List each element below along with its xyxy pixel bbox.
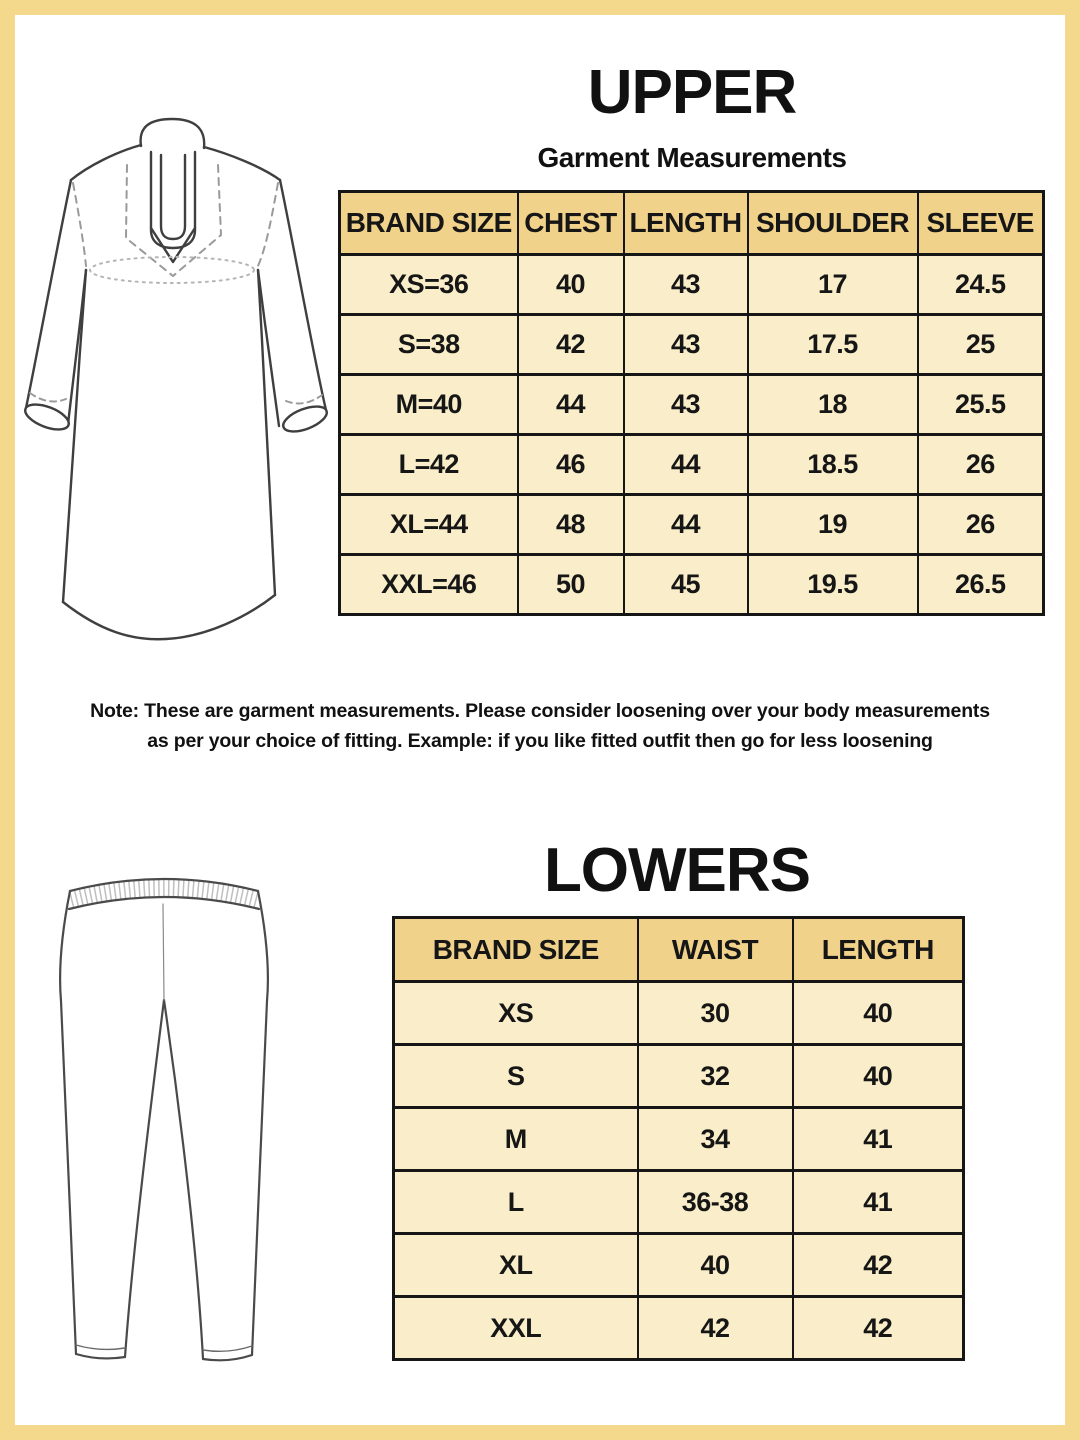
measurement-cell: 44 — [518, 375, 624, 435]
measurement-cell: 26 — [918, 435, 1044, 495]
measurement-cell: 18 — [748, 375, 918, 435]
table-header-cell: SHOULDER — [748, 192, 918, 255]
measurement-cell: 44 — [624, 495, 748, 555]
measurement-cell: 40 — [793, 1045, 964, 1108]
measurement-cell: 43 — [624, 375, 748, 435]
size-cell: XL — [394, 1234, 638, 1297]
measurement-cell: 41 — [793, 1108, 964, 1171]
measurement-cell: 17.5 — [748, 315, 918, 375]
size-cell: S=38 — [340, 315, 518, 375]
measurement-cell: 41 — [793, 1171, 964, 1234]
measurement-cell: 19.5 — [748, 555, 918, 615]
garment-measurements-subtitle: Garment Measurements — [537, 142, 847, 173]
measurement-cell: 36-38 — [638, 1171, 793, 1234]
table-row — [394, 1045, 964, 1108]
note-line-2: as per your choice of fitting. Example: if you like fitted outfit then go for less loosening — [147, 730, 933, 753]
measurement-cell: 30 — [638, 982, 793, 1045]
size-cell: L — [394, 1171, 638, 1234]
measurement-cell: 40 — [793, 982, 964, 1045]
table-row — [394, 1297, 964, 1360]
lowers-section-title: LOWERS — [543, 836, 811, 905]
table-header-cell: CHEST — [518, 192, 624, 255]
table-row — [394, 982, 964, 1045]
measurement-cell: 44 — [624, 435, 748, 495]
measurement-cell: 42 — [793, 1297, 964, 1360]
measurement-cell: 50 — [518, 555, 624, 615]
measurement-cell: 42 — [793, 1234, 964, 1297]
measurement-cell: 25.5 — [918, 375, 1044, 435]
measurement-cell: 32 — [638, 1045, 793, 1108]
lowers-table-header-row — [394, 918, 964, 982]
measurement-cell: 43 — [624, 315, 748, 375]
measurement-cell: 40 — [518, 255, 624, 315]
table-row — [394, 1108, 964, 1171]
measurement-cell: 19 — [748, 495, 918, 555]
table-row — [340, 375, 1044, 435]
table-row — [340, 435, 1044, 495]
size-cell: XS=36 — [340, 255, 518, 315]
note-line-1: Note: These are garment measurements. Please consider loosening over your body measurements — [90, 700, 990, 722]
size-cell: S — [394, 1045, 638, 1108]
measurement-cell: 25 — [918, 315, 1044, 375]
measurement-cell: 40 — [638, 1234, 793, 1297]
measurement-cell: 17 — [748, 255, 918, 315]
table-header-cell: LENGTH — [624, 192, 748, 255]
measurement-cell: 26 — [918, 495, 1044, 555]
measurement-cell: 42 — [638, 1297, 793, 1360]
table-row — [340, 495, 1044, 555]
table-row — [340, 255, 1044, 315]
measurement-cell: 18.5 — [748, 435, 918, 495]
table-header-cell: SLEEVE — [918, 192, 1044, 255]
note-text — [40, 696, 1040, 756]
size-cell: XL=44 — [340, 495, 518, 555]
measurement-cell: 45 — [624, 555, 748, 615]
size-cell: XS — [394, 982, 638, 1045]
leggings-illustration — [52, 864, 276, 1380]
upper-section-title: UPPER — [587, 58, 797, 127]
size-cell: M=40 — [340, 375, 518, 435]
measurement-cell: 34 — [638, 1108, 793, 1171]
measurement-cell: 46 — [518, 435, 624, 495]
table-header-cell: BRAND SIZE — [340, 192, 518, 255]
table-row — [340, 555, 1044, 615]
measurement-cell: 42 — [518, 315, 624, 375]
size-cell: XXL=46 — [340, 555, 518, 615]
size-cell: L=42 — [340, 435, 518, 495]
size-cell: M — [394, 1108, 638, 1171]
table-header-cell: BRAND SIZE — [394, 918, 638, 982]
lowers-size-table — [392, 916, 962, 1361]
measurement-cell: 26.5 — [918, 555, 1044, 615]
measurement-cell: 48 — [518, 495, 624, 555]
lowers-measurements-table — [392, 916, 965, 1361]
table-row — [394, 1171, 964, 1234]
table-row — [340, 315, 1044, 375]
upper-table-header-row — [340, 192, 1044, 255]
kurta-illustration — [20, 110, 334, 648]
table-header-cell: WAIST — [638, 918, 793, 982]
upper-measurements-table — [338, 190, 1045, 616]
measurement-cell: 24.5 — [918, 255, 1044, 315]
table-header-cell: LENGTH — [793, 918, 964, 982]
table-row — [394, 1234, 964, 1297]
size-cell: XXL — [394, 1297, 638, 1360]
upper-size-table — [338, 190, 1042, 616]
measurement-cell: 43 — [624, 255, 748, 315]
